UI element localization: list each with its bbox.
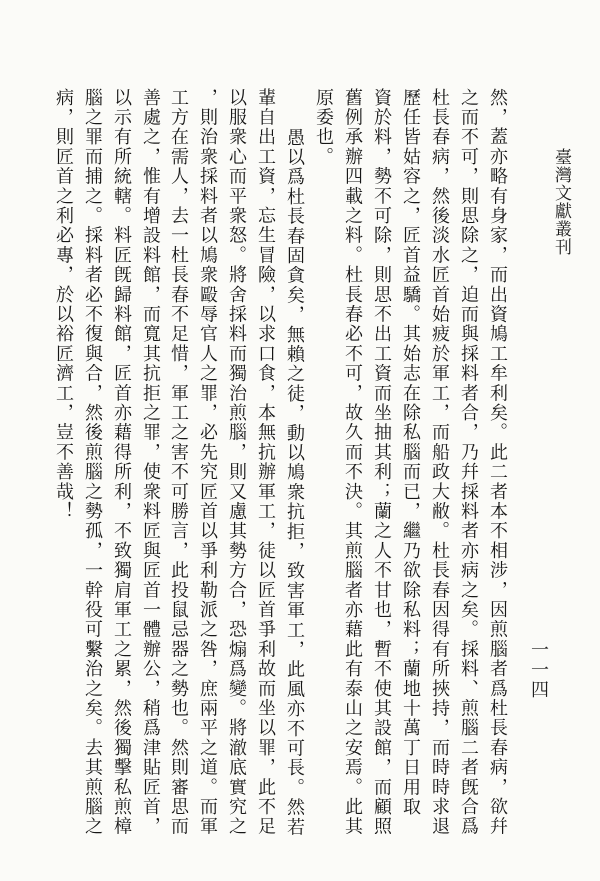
text-column: ，則治衆採料者以鳩衆毆辱官人之罪，必先究匠首以爭利勒派之咎，庶兩平之道。而軍 — [197, 88, 218, 837]
text-column: 舊例承辦四載之料。杜長春必不可，故久而不決。其煎腦者亦藉此有泰山之安焉。此其 — [342, 88, 363, 837]
text-column: 善處之，惟有增設料館，而寬其抗拒之罪，使衆料匠與匠首一體辦公，稍爲津貼匠首， — [140, 88, 161, 837]
text-column: 原委也。 — [313, 88, 334, 167]
text-column: 腦之罪而捕之。採料者必不復與合，然後煎腦之勢孤，一幹役可繫治之矣。去其煎腦之 — [82, 88, 103, 837]
text-column: 以示有所統轄。料匠旣歸料館，匠首亦藉得所利，不致獨肩軍工之累，然後獨擊私煎樟 — [111, 88, 132, 837]
text-column: 然，蓋亦略有身家，而出資鳩工牟利矣。此二者本不相涉，因煎腦者爲杜長春病，欲幷 — [487, 88, 508, 837]
text-column: 輩自出工資，忘生冒險，以求口食，本無抗辦軍工，徒以匠首爭利故而坐以罪，此不足 — [255, 88, 276, 837]
page-number: 一一四 — [528, 640, 549, 700]
text-column: 工方在需人，去一杜長春不足惜，軍工之害不可勝言，此投鼠忌器之勢也。然則審思而 — [168, 88, 189, 837]
paragraph-start-column: 愚以爲杜長春固貪矣，無賴之徒，動以鳩衆抗拒，致害軍工，此風亦不可長。然若 — [284, 128, 305, 838]
running-head-title: 臺灣文獻叢刊 — [551, 148, 571, 256]
text-column: 杜長春病，然後淡水匠首始疲於軍工，而船政大敝。杜長春因得有所挾持，而時時求退 — [429, 88, 450, 837]
text-column: 病，則匠首之利必專，於以裕匠濟工，豈不善哉！ — [53, 88, 74, 522]
text-column: 歷任皆姑容之，匠首益驕。其始志在除私腦而已，繼乃欲除私料；蘭地十萬丁日用取 — [400, 88, 421, 817]
text-column: 資於料，勢不可除，則思不出工資而坐抽其利；蘭之人不甘也，暫不使其設館，而顧照 — [371, 88, 392, 837]
text-column: 以服衆心而平衆怒。將舍採料而獨治煎腦，則又慮其勢方合，恐煽爲變。將澈底實究之 — [226, 88, 247, 837]
text-column: 之而不可，則思除之，迫而與採料者合，乃幷採料者亦病之矣。採料、煎腦二者旣合爲 — [458, 88, 479, 837]
